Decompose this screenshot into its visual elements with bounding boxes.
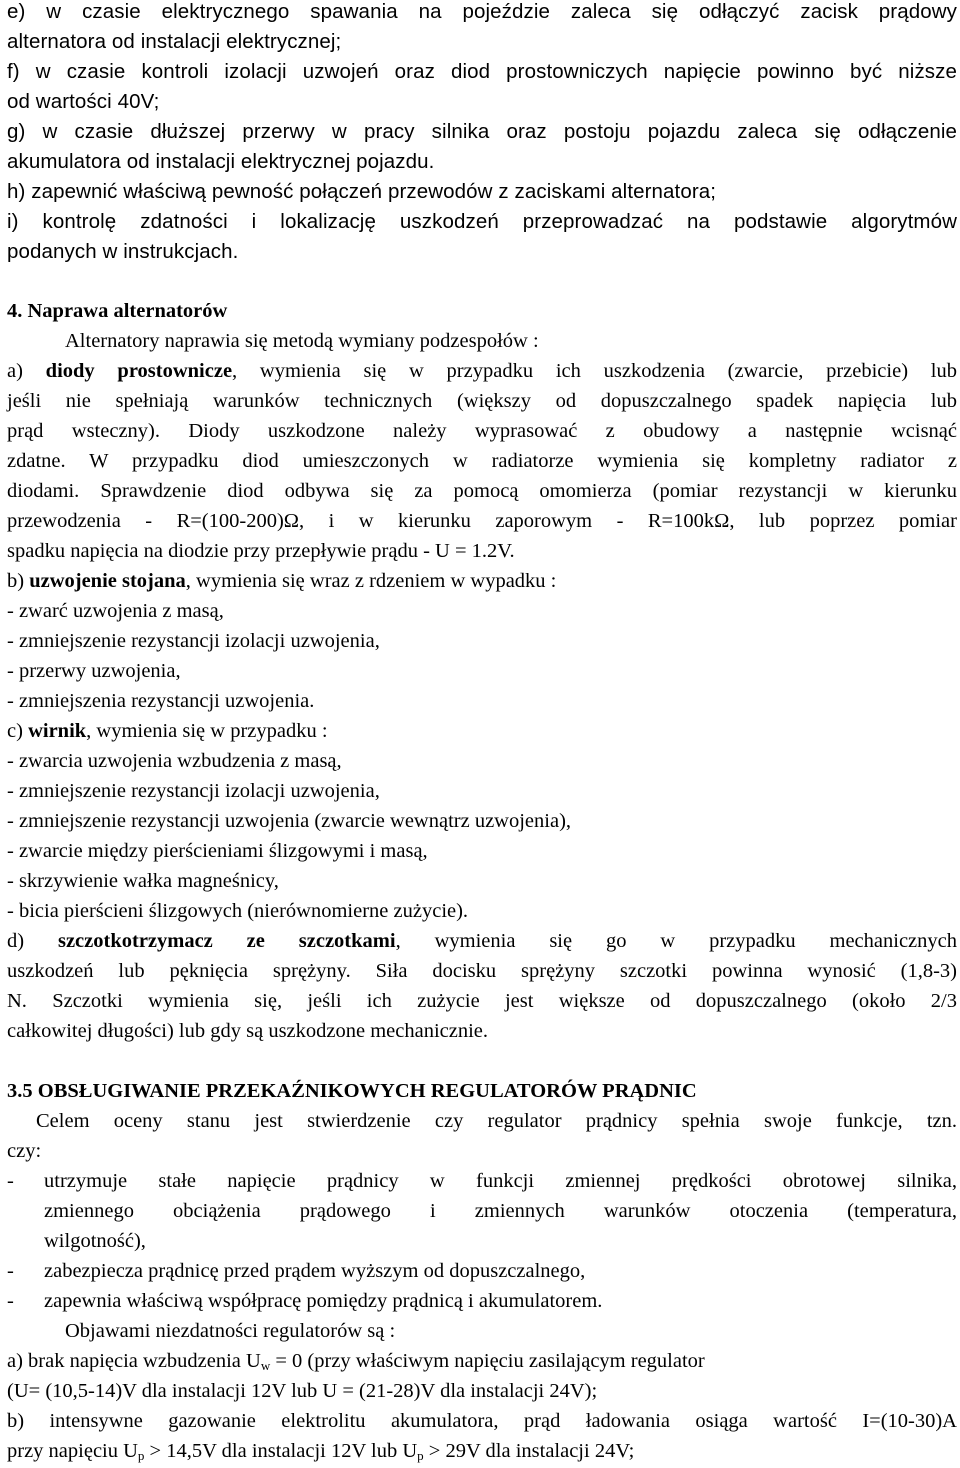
list-item: - zwarcia uzwojenia wzbudzenia z masą, [7,750,342,772]
item-a-line4: zdatne. W przypadku diod umieszczonych w radiatorze wymienia się kompletny radiator z [7,450,957,472]
function-item-2: zabezpiecza prądnicę przed prądem wyższym od dopuszczalnego, [44,1260,586,1282]
section-4-intro: Alternatory naprawia się metodą wymiany podzespołów : [65,330,539,352]
item-a-line1: a) diody prostownicze, wymienia się w przypadku ich uszkodzenia (zwarcie, przebicie) lub [7,360,957,382]
term-uzwojenie-stojana: uzwojenie stojana [29,570,186,592]
list-item: - zmniejszenie rezystancji izolacji uzwojenia, [7,630,380,652]
item-b-line1: b) uzwojenie stojana, wymienia się wraz z rdzeniem w wypadku : [7,570,557,592]
list-item: - zmniejszenie rezystancji izolacji uzwojenia, [7,780,380,802]
term-wirnik: wirnik [28,720,87,742]
section-35-p1: Celem oceny stanu jest stwierdzenie czy regulator prądnicy spełnia swoje funkcje, tzn. [36,1110,957,1132]
item-f-line2: od wartości 40V; [7,90,160,113]
list-dash: - [7,1290,14,1312]
list-item: - skrzywienie wałka magneśnicy, [7,870,279,892]
list-dash: - [7,1260,14,1282]
item-e-line2: alternatora od instalacji elektrycznej; [7,30,342,53]
symptom-b-line1: b) intensywne gazowanie elektrolitu akumulatora, prąd ładowania osiąga wartość I=(10-30)A [7,1410,957,1432]
item-d-line1: d) szczotkotrzymacz ze szczotkami, wymienia się go w przypadku mechanicznych [7,930,957,952]
symptom-b-line2: przy napięciu $U_p > 14,5V$ dla instalacji 12V lub $U_p > 29V$ dla instalacji 24V; [7,1440,635,1463]
list-item: - zwarcie między pierścieniami ślizgowymi i masą, [7,840,428,862]
item-c-line1: c) wirnik, wymienia się w przypadku : [7,720,328,742]
item-e-line1: e) w czasie elektrycznego spawania na pojeździe zaleca się odłączyć zacisk prądowy [7,0,957,23]
list-item: - zmniejszenie rezystancji uzwojenia (zwarcie wewnątrz uzwojenia), [7,810,572,832]
item-g-line1: g) w czasie dłuższej przerwy w pracy silnika oraz postoju pojazdu zaleca się odłączenie [7,120,957,143]
item-d-line2: uszkodzeń lub pęknięcia sprężyny. Siła docisku sprężyny szczotki powinna wynosić (1,8-3) [7,960,957,982]
item-a-line7: spadku napięcia na diodzie przy przepływie prądu - U = 1.2V. [7,540,515,562]
list-dash: - [7,1170,14,1192]
section-35-heading: 3.5 OBSŁUGIWANIE PRZEKAŹNIKOWYCH REGULATORÓW PRĄDNIC [7,1080,697,1102]
section-4-heading: 4. Naprawa alternatorów [7,300,228,322]
function-item-1-line2: zmiennego obciążenia prądowego i zmiennych warunków otoczenia (temperatura, [44,1200,957,1222]
item-a-line2: jeśli nie spełniają warunków technicznych (większy od dopuszczalnego spadek napięcia lub [7,390,957,412]
item-f-line1: f) w czasie kontroli izolacji uzwojeń oraz diod prostowniczych napięcie powinno być niższe [7,60,957,83]
item-a-line3: prąd wsteczny). Diody uszkodzone należy wyprasować z obudowy a następnie wcisnąć [7,420,957,442]
item-i-line2: podanych w instrukcjach. [7,240,239,263]
symptoms-intro: Objawami niezdatności regulatorów są : [65,1320,396,1342]
item-d-line4: całkowitej długości) lub gdy są uszkodzone mechanicznie. [7,1020,489,1042]
function-item-1-line1: utrzymuje stałe napięcie prądnicy w funkcji zmiennej prędkości obrotowej silnika, [44,1170,957,1192]
term-szczotkotrzymacz: szczotkotrzymacz ze szczotkami [57,930,396,952]
item-a-line5: diodami. Sprawdzenie diod odbywa się za pomocą omomierza (pomiar rezystancji w kierunku [7,480,957,502]
function-item-1-line3: wilgotność), [44,1230,146,1252]
list-item: - zwarć uzwojenia z masą, [7,600,224,622]
item-g-line2: akumulatora od instalacji elektrycznej pojazdu. [7,150,435,173]
function-item-3: zapewnia właściwą współpracę pomiędzy prądnicą i akumulatorem. [44,1290,603,1312]
term-diody-prostownicze: diody prostownicze [45,360,233,382]
item-h-line1: h) zapewnić właściwą pewność połączeń przewodów z zaciskami alternatora; [7,180,717,203]
list-item: - bicia pierścieni ślizgowych (nierównomierne zużycie). [7,900,469,922]
item-a-line6: przewodzenia - R=(100-200)Ω, i w kierunku zaporowym - R=100kΩ, lub poprzez pomiar [7,510,957,532]
symptom-a-line1: a) brak napięcia wzbudzenia $U_w = 0$ (przy właściwym napięciu zasilającym regulator [7,1350,705,1373]
list-item: - zmniejszenia rezystancji uzwojenia. [7,690,315,712]
item-i-line1: i) kontrolę zdatności i lokalizację uszkodzeń przeprowadzać na podstawie algorytmów [7,210,957,233]
section-35-p2: czy: [7,1140,42,1162]
symptom-a-line2: (U= (10,5-14)V dla instalacji 12V lub U = (21-28)V dla instalacji 24V); [7,1380,598,1402]
list-item: - przerwy uzwojenia, [7,660,181,682]
item-d-line3: N. Szczotki wymienia się, jeśli ich zużycie jest większe od dopuszczalnego (około 2/3 [7,990,957,1012]
